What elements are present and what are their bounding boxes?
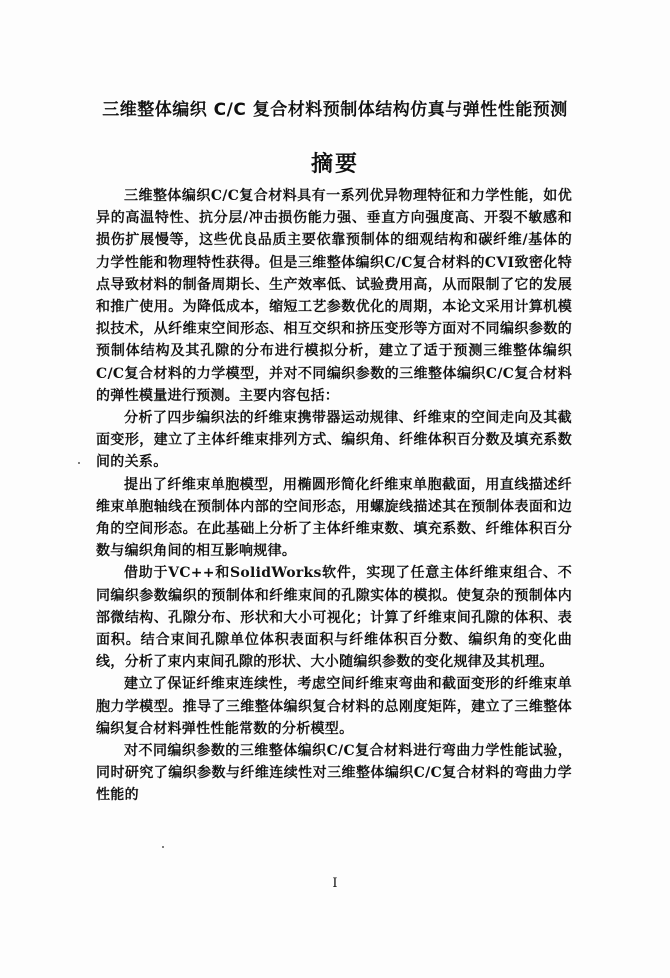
abstract-paragraph-simulation: 借助于VC++和SolidWorks软件，实现了任意主体纤维束组合、不同编织参数编织的预制体和纤维束间的孔隙实体的模拟。使复杂的预制体内部微结构、孔隙分布、形状和大小可视化；计算了纤维束间孔隙的体积、表面积。结合束间孔隙单位体积表面积与纤维体积百分数、编织角的变化曲线，分析了束内束间孔隙的形状、大小随编织参数的变化规律及其机理。 xyxy=(96,565,572,671)
abstract-paragraph-braiding-analysis: 分析了四步编织法的纤维束携带器运动规律、纤维束的空间走向及其截面变形，建立了主体纤维束排列方式、编织角、纤维体积百分数及填充系数间的关系。 xyxy=(96,410,572,471)
scan-speck xyxy=(78,462,80,464)
abstract-paragraph-unit-cell-model: 提出了纤维束单胞模型，用椭圆形简化纤维束单胞截面，用直线描述纤维束单胞轴线在预制体内部的空间形态，用螺旋线描述其在预制体表面和边角的空间形态。在此基础上分析了主体纤维束数、填充系数、纤维体积百分数与编织角间的相互影响规律。 xyxy=(96,476,572,560)
abstract-paragraph-mechanics-model: 建立了保证纤维束连续性，考虑空间纤维束弯曲和截面变形的纤维束单胞力学模型。推导了三维整体编织复合材料的总刚度矩阵，建立了三维整体编织复合材料弹性性能常数的分析模型。 xyxy=(96,676,572,737)
scan-speck xyxy=(162,846,164,848)
page-number: I xyxy=(332,876,338,891)
abstract-paragraph-intro: 三维整体编织C/C复合材料具有一系列优异物理特征和力学性能，如优异的高温特性、抗分层/冲击损伤能力强、垂直方向强度高、开裂不敏感和损伤扩展慢等，这些优良品质主要依靠预制体的细观结构和碳纤维/基体的力学性能和物理特性获得。但是三维整体编织C/C复合材料的CVI致密化特点导致材料的制备周期长、生产效率低、试验费用高，从而限制了它的发展和推广使用。为降低成本，缩短工艺参数优化的周期，本论文采用计算机模拟技术，从纤维束空间形态、相互交织和挤压变形等方面对不同编织参数的预制体结构及其孔隙的分布进行模拟分析，建立了适于预测三维整体编织C/C复合材料的力学模型，并对不同编织参数的三维整体编织C/C复合材料的弹性模量进行预测。主要内容包括： xyxy=(96,188,572,404)
abstract-paragraph-bending-test: 对不同编织参数的三维整体编织C/C复合材料进行弯曲力学性能试验，同时研究了编织参数与纤维连续性对三维整体编织C/C复合材料的弯曲力学性能的 xyxy=(96,743,572,804)
abstract-heading: 摘要 xyxy=(310,152,359,177)
paper-title: 三维整体编织 C/C 复合材料预制体结构仿真与弹性性能预测 xyxy=(102,100,568,120)
abstract-body xyxy=(96,185,572,807)
